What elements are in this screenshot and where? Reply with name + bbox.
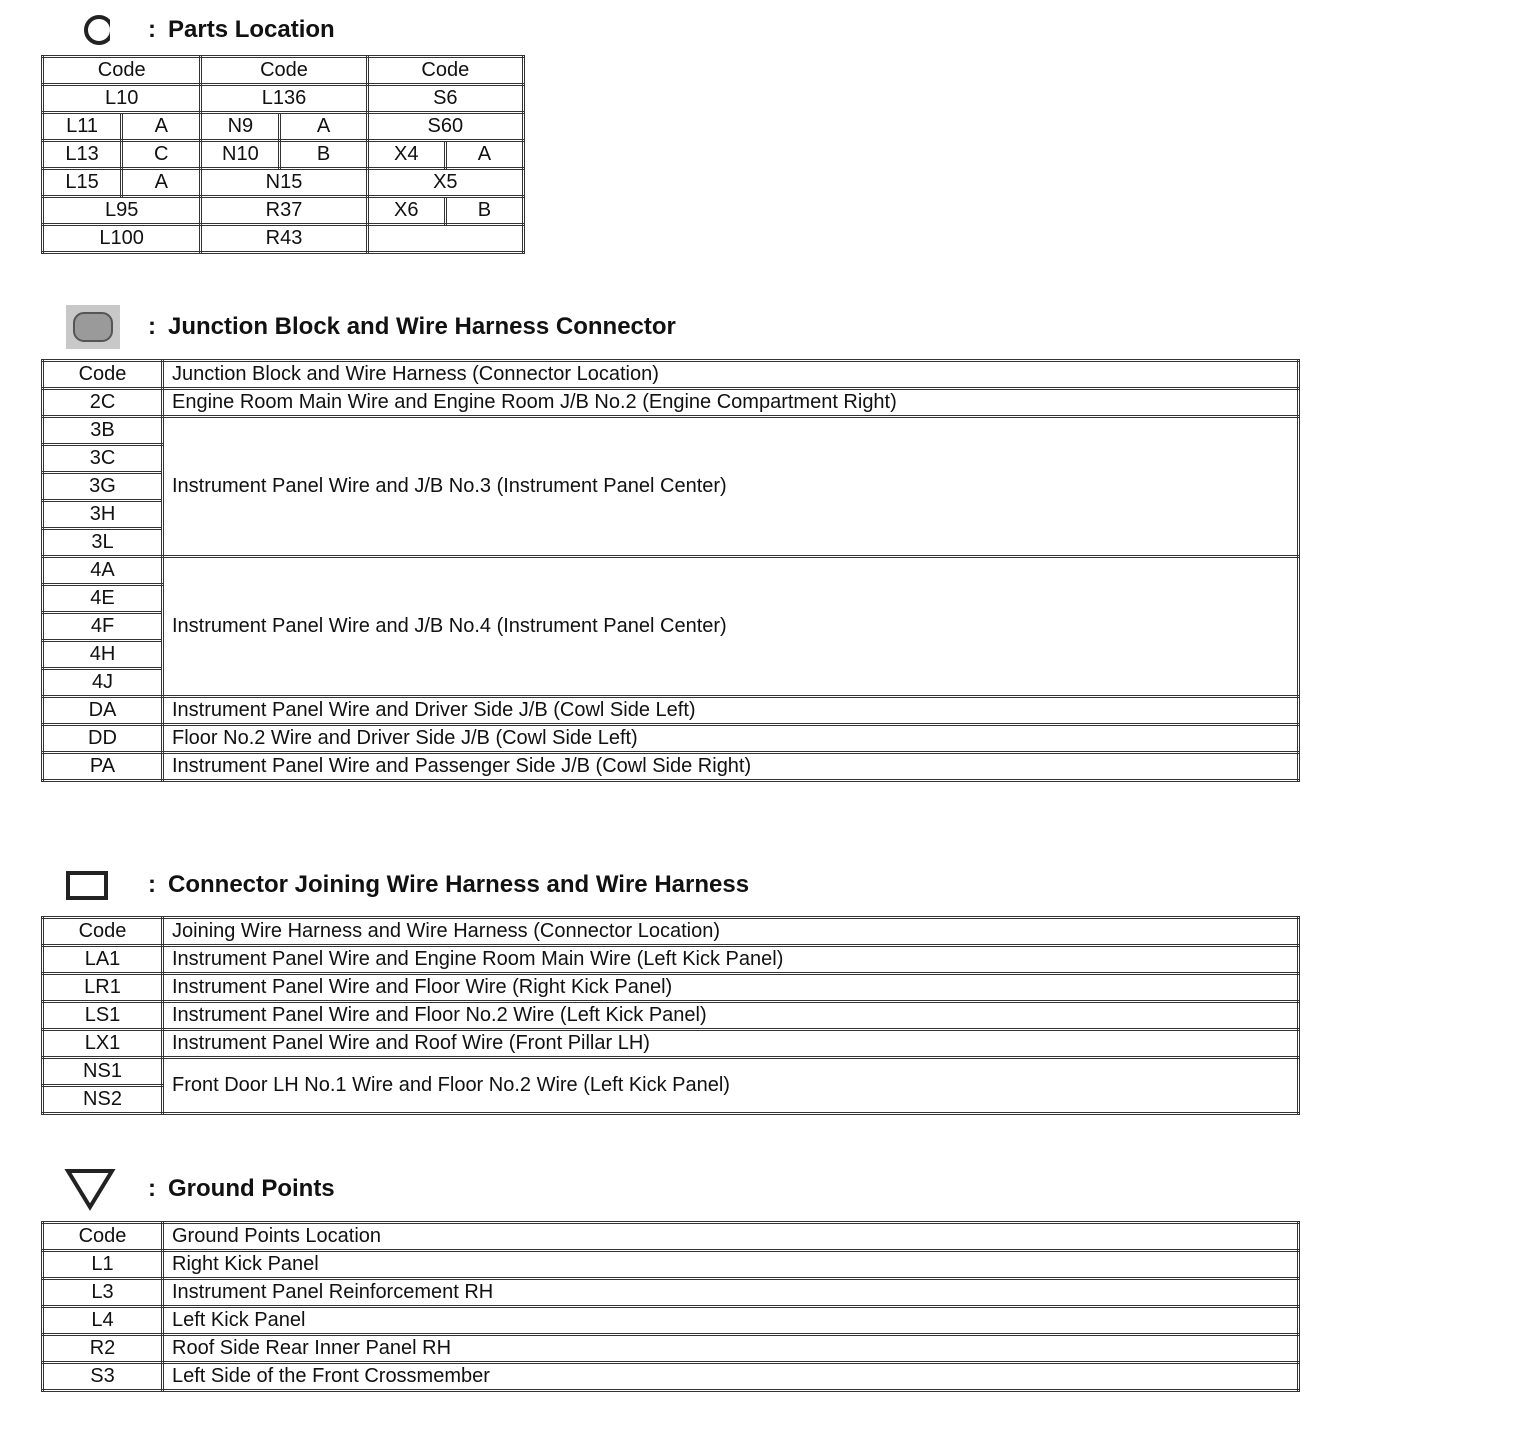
ground-code: L4 <box>43 1307 163 1335</box>
part-suffix: A <box>122 169 201 197</box>
connector-location: Instrument Panel Wire and J/B No.3 (Instrument Panel Center) <box>163 417 1299 557</box>
table-header-row <box>43 361 1299 389</box>
connector-location: Instrument Panel Wire and Engine Room Main Wire (Left Kick Panel) <box>163 946 1299 974</box>
shaded-rounded-square-icon <box>60 307 120 347</box>
part-code: N10 <box>201 141 280 169</box>
connector-code: 4H <box>43 641 163 669</box>
table-row <box>43 141 524 169</box>
connector-code: 3C <box>43 445 163 473</box>
part-code: L10 <box>43 85 201 113</box>
table-row <box>43 1251 1299 1279</box>
table-row <box>43 1058 1299 1086</box>
part-code: S6 <box>367 85 523 113</box>
connector-location: Engine Room Main Wire and Engine Room J/B No.2 (Engine Compartment Right) <box>163 389 1299 417</box>
connector-code: 3B <box>43 417 163 445</box>
ground-code: L3 <box>43 1279 163 1307</box>
part-code: L15 <box>43 169 122 197</box>
part-code: R37 <box>201 197 367 225</box>
part-code: X5 <box>367 169 523 197</box>
table-row <box>43 697 1299 725</box>
heading-colon: : <box>148 871 156 898</box>
inverted-triangle-icon <box>60 1169 120 1209</box>
connector-code: LX1 <box>43 1030 163 1058</box>
part-code: L95 <box>43 197 201 225</box>
table-row <box>43 1279 1299 1307</box>
ground-code: S3 <box>43 1363 163 1391</box>
table-row <box>43 417 1299 445</box>
table-header-row <box>43 918 1299 946</box>
connector-location: Instrument Panel Wire and Floor No.2 Wire (Left Kick Panel) <box>163 1002 1299 1030</box>
table-row <box>43 197 524 225</box>
table-row <box>43 1307 1299 1335</box>
heading-colon: : <box>148 1175 156 1202</box>
table-row <box>43 389 1299 417</box>
section-title: Junction Block and Wire Harness Connector <box>168 313 676 340</box>
ground-location: Roof Side Rear Inner Panel RH <box>163 1335 1299 1363</box>
part-code: N9 <box>201 113 280 141</box>
connector-code: 3G <box>43 473 163 501</box>
connector-code: 3L <box>43 529 163 557</box>
junction-block-table <box>41 359 1300 782</box>
parts-location-heading <box>60 10 335 50</box>
table-row <box>43 557 1299 585</box>
rectangle-outline-icon <box>60 865 120 905</box>
table-row <box>43 974 1299 1002</box>
connector-location: Instrument Panel Wire and J/B No.4 (Instrument Panel Center) <box>163 557 1299 697</box>
table-row <box>43 1002 1299 1030</box>
column-header: Code <box>43 361 163 389</box>
connector-code: 4F <box>43 613 163 641</box>
junction-block-heading <box>60 307 676 347</box>
table-row <box>43 753 1299 781</box>
heading-colon: : <box>148 16 156 43</box>
table-row <box>43 1335 1299 1363</box>
part-suffix: A <box>280 113 367 141</box>
table-header-row <box>43 1223 1299 1251</box>
column-header: Code <box>43 57 201 85</box>
table-header-row <box>43 57 524 85</box>
column-header: Code <box>201 57 367 85</box>
section-title: Connector Joining Wire Harness and Wire Harness <box>168 871 750 898</box>
connector-code: 4J <box>43 669 163 697</box>
part-code: L11 <box>43 113 122 141</box>
part-suffix: A <box>445 141 523 169</box>
part-code: L136 <box>201 85 367 113</box>
connector-location: Instrument Panel Wire and Roof Wire (Front Pillar LH) <box>163 1030 1299 1058</box>
part-code: S60 <box>367 113 523 141</box>
table-row <box>43 225 524 253</box>
ground-location: Right Kick Panel <box>163 1251 1299 1279</box>
ground-location: Instrument Panel Reinforcement RH <box>163 1279 1299 1307</box>
ground-points-heading <box>60 1169 335 1209</box>
connector-code: 4A <box>43 557 163 585</box>
part-suffix: C <box>122 141 201 169</box>
empty-cell <box>367 225 523 253</box>
column-header: Code <box>367 57 523 85</box>
connector-code: DD <box>43 725 163 753</box>
parts-location-table <box>41 55 525 254</box>
connector-code: 4E <box>43 585 163 613</box>
table-row <box>43 1030 1299 1058</box>
table-row <box>43 725 1299 753</box>
connector-location: Instrument Panel Wire and Driver Side J/B (Cowl Side Left) <box>163 697 1299 725</box>
connector-code: PA <box>43 753 163 781</box>
connector-location: Instrument Panel Wire and Floor Wire (Right Kick Panel) <box>163 974 1299 1002</box>
column-header: Code <box>43 1223 163 1251</box>
connector-location: Front Door LH No.1 Wire and Floor No.2 Wire (Left Kick Panel) <box>163 1058 1299 1114</box>
section-title: Parts Location <box>168 16 335 43</box>
ground-location: Left Kick Panel <box>163 1307 1299 1335</box>
connector-location: Floor No.2 Wire and Driver Side J/B (Cowl Side Left) <box>163 725 1299 753</box>
connector-code: NS1 <box>43 1058 163 1086</box>
part-code: X4 <box>367 141 445 169</box>
part-suffix: A <box>122 113 201 141</box>
connector-code: NS2 <box>43 1086 163 1114</box>
ground-code: L1 <box>43 1251 163 1279</box>
part-suffix: B <box>280 141 367 169</box>
table-row <box>43 85 524 113</box>
part-code: L13 <box>43 141 122 169</box>
part-suffix: B <box>445 197 523 225</box>
ground-points-table <box>41 1221 1300 1392</box>
ground-location: Left Side of the Front Crossmember <box>163 1363 1299 1391</box>
section-title: Ground Points <box>168 1175 335 1202</box>
connector-code: 2C <box>43 389 163 417</box>
connector-code: LA1 <box>43 946 163 974</box>
column-header: Joining Wire Harness and Wire Harness (Connector Location) <box>163 918 1299 946</box>
column-header: Ground Points Location <box>163 1223 1299 1251</box>
part-code: L100 <box>43 225 201 253</box>
connector-location: Instrument Panel Wire and Passenger Side J/B (Cowl Side Right) <box>163 753 1299 781</box>
part-code: X6 <box>367 197 445 225</box>
heading-colon: : <box>148 313 156 340</box>
table-row <box>43 946 1299 974</box>
circle-outline-icon <box>60 10 120 50</box>
column-header: Junction Block and Wire Harness (Connector Location) <box>163 361 1299 389</box>
table-row <box>43 1363 1299 1391</box>
connector-joining-heading <box>60 865 749 905</box>
connector-code: 3H <box>43 501 163 529</box>
connector-code: DA <box>43 697 163 725</box>
connector-code: LS1 <box>43 1002 163 1030</box>
ground-code: R2 <box>43 1335 163 1363</box>
part-code: N15 <box>201 169 367 197</box>
table-row <box>43 113 524 141</box>
connector-code: LR1 <box>43 974 163 1002</box>
column-header: Code <box>43 918 163 946</box>
part-code: R43 <box>201 225 367 253</box>
table-row <box>43 169 524 197</box>
connector-joining-table <box>41 916 1300 1115</box>
